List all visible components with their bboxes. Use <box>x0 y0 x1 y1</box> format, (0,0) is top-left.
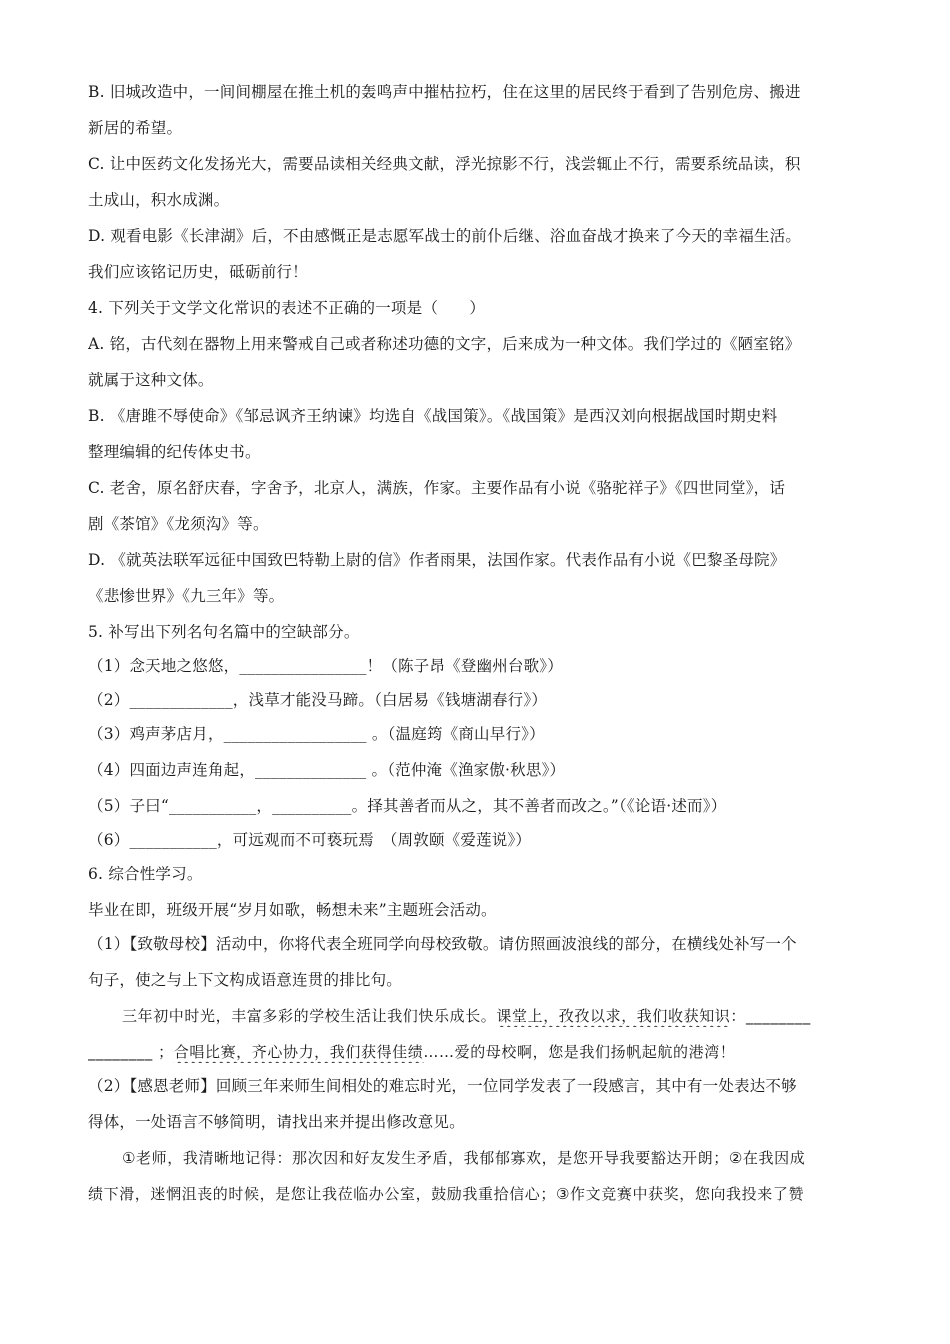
q3-option-c-line2: 土成山，积水成渊。 <box>88 191 230 209</box>
q4-option-a-line1: A. 铭，古代刻在器物上用来警戒自己或者称述功德的文字，后来成为一种文体。我们学过的《陋室铭》 <box>88 335 801 353</box>
q6-stem: 6. 综合性学习。 <box>88 865 203 883</box>
q4-stem: 4. 下列关于文学文化常识的表述不正确的一项是（ ） <box>88 299 486 317</box>
q4-option-c-line1: C. 老舍，原名舒庆春，字舍予，北京人，满族，作家。主要作品有小说《骆驼祥子》《四世同堂》，话 <box>88 479 786 497</box>
q3-option-c-line1: C. 让中医药文化发扬光大，需要品读相关经典文献，浮光掠影不行，浅尝辄止不行，需要系统品读，积 <box>88 155 801 173</box>
q3-option-d-line1: D. 观看电影《长津湖》后，不由感慨正是志愿军战士的前仆后继、浴血奋战才换来了今天的幸福生活。 <box>88 227 802 245</box>
q6-part1-line2: 句子，使之与上下文构成语意连贯的排比句。 <box>88 971 403 989</box>
q6-passage1-line2 <box>88 1041 868 1063</box>
q4-option-b-line2: 整理编辑的纪传体史书。 <box>88 443 261 461</box>
q5-item-2: （2）_____________，浅草才能没马蹄。（白居易《钱塘湖春行》） <box>88 691 548 709</box>
q5-item-5: （5）子曰“___________，__________。择其善者而从之，其不善者而改之。”（《论语·述而》） <box>88 797 727 815</box>
q6-part2-line2: 得体，一处语言不够简明，请找出来并提出修改意见。 <box>88 1113 465 1131</box>
passage1-wavy: 课堂上，孜孜以求，我们收获知识 <box>496 1007 731 1025</box>
passage2-blank: ________ ； <box>88 1043 174 1061</box>
q4-option-b-line1: B. 《唐雎不辱使命》《邹忌讽齐王纳谏》均选自《战国策》。《战国策》是西汉刘向根据战国时期史料 <box>88 407 778 425</box>
q5-stem: 5. 补写出下列名句名篇中的空缺部分。 <box>88 623 360 641</box>
q4-option-c-line2: 剧《茶馆》《龙须沟》等。 <box>88 515 269 533</box>
q3-option-d-line2: 我们应该铭记历史，砥砺前行！ <box>88 263 308 281</box>
q6-intro: 毕业在即，班级开展“岁月如歌，畅想未来”主题班会活动。 <box>88 901 497 919</box>
q6-passage3-line2: 绩下滑，迷惘沮丧的时候，是您让我莅临办公室，鼓励我重拾信心；③作文竞赛中获奖，您向我投来了赞 <box>88 1185 805 1203</box>
q4-option-d-line2: 《悲惨世界》《九三年》等。 <box>88 587 285 605</box>
q6-passage3-line1: ①老师，我清晰地记得：那次因和好友发生矛盾，我郁郁寡欢，是您开导我要豁达开朗；②在我因成 <box>122 1149 806 1167</box>
q5-item-1: （1）念天地之悠悠，________________！（陈子昂《登幽州台歌》） <box>88 657 563 675</box>
q4-option-d-line1: D. 《就英法联军远征中国致巴特勒上尉的信》作者雨果，法国作家。代表作品有小说《巴黎圣母院》 <box>88 551 786 569</box>
q3-option-b-line2: 新居的希望。 <box>88 119 183 137</box>
passage1-blank: ：________ <box>730 1007 811 1025</box>
q6-part1-line1: （1）【致敬母校】活动中，你将代表全班同学向母校致敬。请仿照画波浪线的部分，在横线处补写一个 <box>88 935 797 953</box>
passage2-plain: ……爱的母校啊，您是我们扬帆起航的港湾！ <box>423 1043 736 1061</box>
passage1-plain: 三年初中时光，丰富多彩的学校生活让我们快乐成长。 <box>122 1007 497 1025</box>
q5-item-6: （6）___________，可远观而不可亵玩焉 （周敦颐《爱莲说》） <box>88 831 532 849</box>
q4-option-a-line2: 就属于这种文体。 <box>88 371 214 389</box>
q3-option-b-line1: B. 旧城改造中，一间间棚屋在推土机的轰鸣声中摧枯拉朽，住在这里的居民终于看到了告别危房、搬进 <box>88 83 801 101</box>
q5-item-3: （3）鸡声茅店月，__________________ 。（温庭筠《商山早行》） <box>88 725 545 743</box>
passage2-wavy: 合唱比赛，齐心协力，我们获得佳绩 <box>173 1043 424 1061</box>
q5-item-4: （4）四面边声连角起，______________ 。（范仲淹《渔家傲·秋思》） <box>88 761 566 779</box>
q6-passage1-line1 <box>122 1005 882 1027</box>
q6-part2-line1: （2）【感恩老师】回顾三年来师生间相处的难忘时光，一位同学发表了一段感言，其中有一处表达不够 <box>88 1077 797 1095</box>
